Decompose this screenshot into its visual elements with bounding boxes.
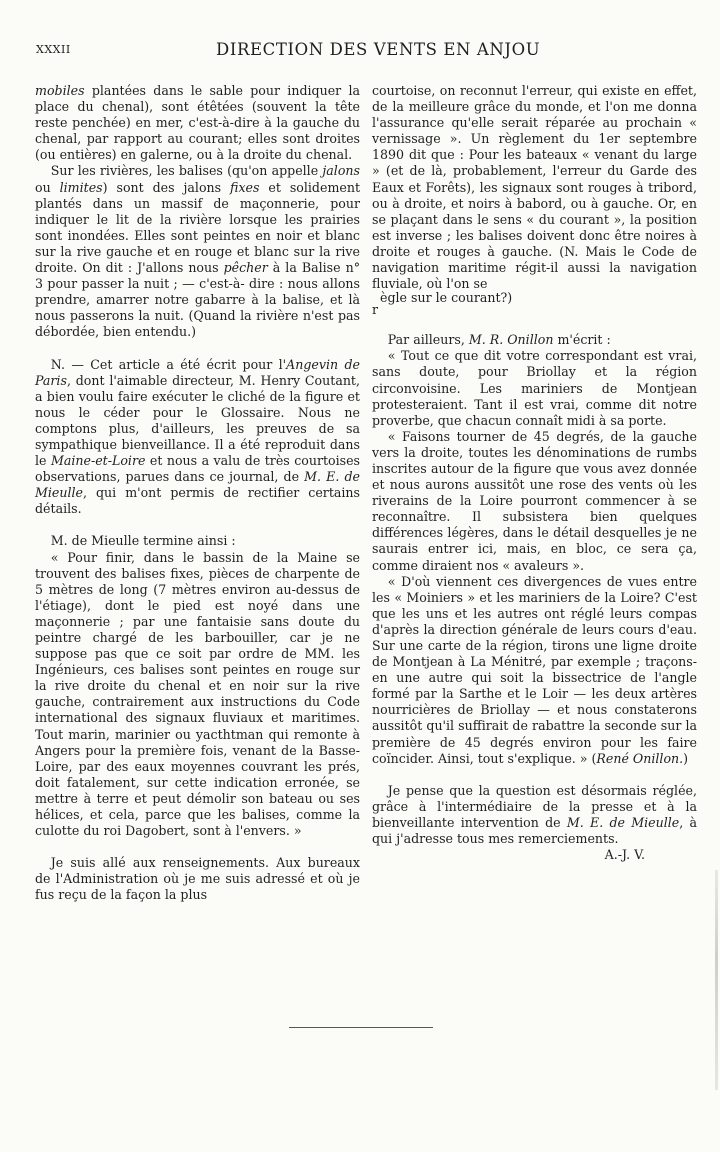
italic-run: Angevin de Paris (35, 356, 360, 388)
quotation-paragraph: « Faisons tourner de 45 degrés, de la gauche vers la droite, toutes les dénominations de rumbs inscrites autour de la figure que vous avez donnée et nous aurons aussitôt une rose des vents où les riverains de la Loire pourront commencer à se reconnaître. Il subsistera bien quelques différences légères, dans le détail desquelles je ne saurais entrer ici, mais, en bloc, ce sera ça, comme diraient nos « avaleurs ». (372, 428, 697, 573)
italic-run: M. E. de Mieulle (35, 469, 360, 501)
italic-run: M. R. Onillon (468, 332, 554, 348)
page-header (36, 40, 690, 70)
paragraph: courtoise, on reconnut l'erreur, qui existe en effet, de la meilleure grâce du monde, et l'on me donna l'assurance qu'elle serait réparée au prochain « vernissage ». Un règlement du 1er septembre 1890 dit que : Pour les bateaux « venant du large » (et de là, probablement, l'erreur du Garde des Eaux et Forêts), les signaux sont rouges à tribord, ou à droite, et noirs à babord, ou à gauche. Or, en se plaçant dans le sens « du courant », la position est inverse ; les balises doivent donc être noires à droite et rouges à gauche. (N. Mais le Code de navigation maritime régit-il aussi la navigation fluviale, où l'on se (372, 83, 697, 292)
signature: A.-J. V. (604, 847, 645, 863)
paragraph: mobiles plantées dans le sable pour indiquer la place du chenal), sont étêtées (souvent la tête reste penchée) en mer, c'est-à-dire à la gauche du chenal, par rapport au courant; elles sont droites (ou entières) en galerne, ou à la droite du chenal. (35, 83, 360, 163)
quotation-paragraph: « D'où viennent ces divergences de vues entre les « Moiniers » et les mariniers de la Loire? C'est que les uns et les autres ont réglé leurs compas d'après la direction générale de leurs cours d'eau. Sur une carte de la région, tirons une ligne droite de Montjean à La Ménitré, par exemple ; traçons-en une autre qui soit la bissectrice de l'angle formé par la Sarthe et le Loir — les deux artères nourricières de Briollay — et nous constaterons aussitôt qu'il suffirait de rabattre la seconde sur la première de 45 degrés environ pour les faire coïncider. Ainsi, tout s'explique. » (René Onillon.) (372, 573, 697, 766)
italic-run: limites (59, 179, 103, 195)
quotation-paragraph: « Pour finir, dans le bassin de la Maine se trouvent des balises fixes, pièces de charpente de 5 mètres de long (7 mètres environ au-dessus de l'étiage), dont le pied est noyé dans une maçonnerie ; par une fantaisie sans doute du peintre chargé de les barbouiller, car je ne suppose pas que ce soit par ordre de MM. les Ingénieurs, ces balises sont peintes en rouge sur la rive droite du chenal et en noir sur la rive gauche, contrairement aux instructions du Code international des signaux fluviaux et maritimes. Tout marin, marinier ou yacthtman qui remonte à Angers pour la première fois, venant de la Basse-Loire, par des eaux moyennes couvrant les prés, doit fatalement, sur cette indication erronée, se mettre à terre et peut démolir son bateau ou ses hélices, et cela, parce que les balises, comme la culotte du roi Dagobert, sont à l'envers. » (35, 549, 360, 839)
italic-run: Maine-et-Loire (50, 453, 146, 469)
paragraph-fragment: ègle sur le courant?) (380, 290, 513, 306)
paragraph: Je suis allé aux renseignements. Aux bureaux de l'Administration où je me suis adressé et où je fus reçu de la façon la plus (35, 855, 360, 903)
italic-run: pêcher (223, 260, 268, 276)
paragraph-fragment: r (372, 302, 379, 318)
italic-run: René Onillon. (596, 750, 684, 766)
italic-run: fixes (230, 179, 260, 195)
paragraph: Sur les rivières, les balises (qu'on appelle jalons ou limites) sont des jalons fixes et solidement plantés dans un massif de maçonnerie, pour indiquer le lit de la rivière lorsque les prairies sont inondées. Elles sont peintes en noir et blanc sur la rive gauche et en rouge et blanc sur la rive droite. On dit : J'allons nous pêcher à la Balise n° 3 pour passer la nuit ; — c'est-à- dire : nous allons prendre, amarrer notre gabarre à la balise, et là nous passerons la nuit. (Quand la rivière n'est pas débordée, bien entendu.) (35, 163, 361, 340)
running-title: DIRECTION DES VENTS EN ANJOU (216, 40, 541, 59)
paragraph: N. — Cet article a été écrit pour l'Angevin de Paris, dont l'aimable directeur, M. Henry Coutant, a bien voulu faire exécuter le cliché de la figure et nous le céder pour le Glossaire. Nous ne comptons plus, d'ailleurs, les preuves de sa sympathique bienveillance. Il a été reproduit dans le Maine-et-Loire et nous a valu de très courtoises observations, parues dans ce journal, de M. E. de Mieulle, qui m'ont permis de rectifier certains détails. (35, 356, 361, 517)
paragraph: Par ailleurs, M. R. Onillon m'écrit : (387, 332, 611, 348)
paragraph: Je pense que la question est désormais réglée, grâce à l'intermédiaire de la presse et à la bienveillante intervention de M. E. de Mieulle, à qui j'adresse tous mes remerciements. (372, 782, 697, 847)
paragraph: M. de Mieulle termine ainsi : (50, 533, 236, 549)
left-column (35, 83, 360, 904)
italic-run: jalons (322, 163, 360, 179)
italic-run: mobiles (35, 83, 85, 98)
end-rule (289, 1027, 433, 1028)
page-number: XXXII (36, 43, 71, 56)
page-edge-shadow (715, 870, 718, 1090)
right-column (372, 83, 697, 863)
quotation-paragraph: « Tout ce que dit votre correspondant est vrai, sans doute, pour Briollay et la région circonvoisine. Les mariniers de Montjean protesteraient. Tant il est vrai, comme dit notre proverbe, que chacun connaît midi à sa porte. (372, 348, 697, 428)
italic-run: M. E. de Mieulle (566, 814, 680, 830)
